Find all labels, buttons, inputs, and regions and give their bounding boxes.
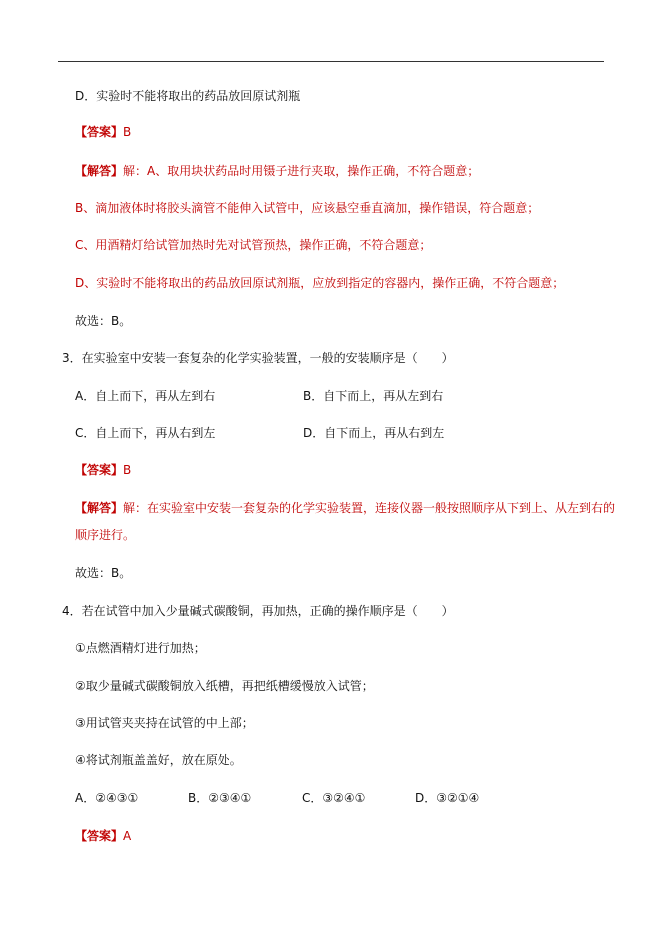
q4-step-2: ②取少量碱式碳酸铜放入纸槽，再把纸槽缓慢放入试管； <box>75 679 374 693</box>
q3-stem: 3．在实验室中安装一套复杂的化学实验装置，一般的安装顺序是（ ） <box>62 351 454 365</box>
q3-conclusion: 故选：B。 <box>75 566 132 580</box>
answer-tag: 【答案】 <box>75 125 124 139</box>
q3-option-b: B．自下而上，再从左到右 <box>303 389 444 403</box>
answer-value: B <box>123 463 132 477</box>
q2-answer <box>75 124 131 140</box>
q4-stem: 4．若在试管中加入少量碱式碳酸铜，再加热，正确的操作顺序是（ ） <box>62 604 454 618</box>
q3-analysis-line-2: 顺序进行。 <box>75 528 136 542</box>
q4-option-d: D．③②①④ <box>415 791 480 805</box>
analysis-tag: 【解答】 <box>75 164 124 178</box>
q2-conclusion: 故选：B。 <box>75 314 132 328</box>
answer-value: A <box>123 829 132 843</box>
analysis-text: 解：在实验室中安装一套复杂的化学实验装置，连接仪器一般按照顺序从下到上、从左到右的 <box>123 501 616 515</box>
answer-tag: 【答案】 <box>75 463 124 477</box>
answer-tag: 【答案】 <box>75 829 124 843</box>
analysis-text: 解：A、取用块状药品时用镊子进行夹取，操作正确，不符合题意； <box>123 164 480 178</box>
q4-step-1: ①点燃酒精灯进行加热； <box>75 641 206 655</box>
answer-value: B <box>123 125 132 139</box>
q4-option-b: B．②③④① <box>188 791 252 805</box>
q3-analysis-line-1 <box>75 500 615 516</box>
q2-option-d: D．实验时不能将取出的药品放回原试剂瓶 <box>75 89 301 103</box>
q4-option-c: C．③②④① <box>302 791 366 805</box>
analysis-tag: 【解答】 <box>75 501 124 515</box>
q2-analysis-line-1 <box>75 163 479 179</box>
header-rule <box>58 61 604 62</box>
q4-step-4: ④将试剂瓶盖盖好，放在原处。 <box>75 753 242 767</box>
q2-analysis-line-2: B、滴加液体时将胶头滴管不能伸入试管中，应该悬空垂直滴加，操作错误，符合题意； <box>75 201 540 215</box>
q3-option-a: A．自上而下，再从左到右 <box>75 389 216 403</box>
q4-option-a: A．②④③① <box>75 791 139 805</box>
q2-analysis-line-3: C、用酒精灯给试管加热时先对试管预热，操作正确，不符合题意； <box>75 238 432 252</box>
q3-option-c: C．自上而下，再从右到左 <box>75 426 216 440</box>
q3-option-d: D．自下而上，再从右到左 <box>303 426 445 440</box>
q4-answer <box>75 828 131 844</box>
q4-step-3: ③用试管夹夹持在试管的中上部； <box>75 716 254 730</box>
q2-analysis-line-4: D、实验时不能将取出的药品放回原试剂瓶，应放到指定的容器内，操作正确，不符合题意； <box>75 276 565 290</box>
q3-answer <box>75 462 131 478</box>
